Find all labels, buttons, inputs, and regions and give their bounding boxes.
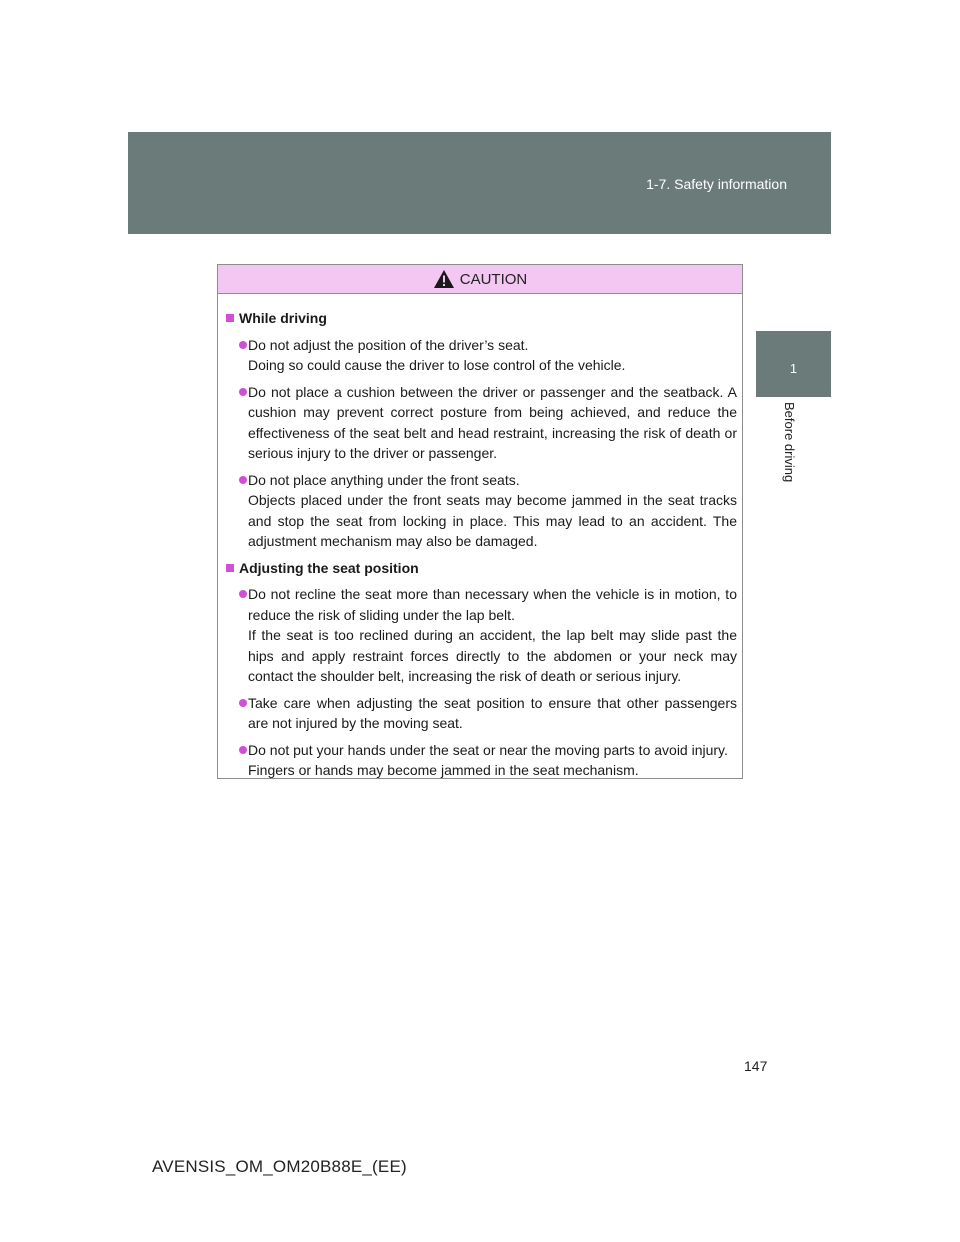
round-bullet-icon bbox=[239, 746, 247, 754]
square-bullet-icon bbox=[226, 564, 234, 572]
header-band bbox=[128, 132, 831, 234]
caution-item bbox=[226, 740, 737, 781]
caution-item-text: Do not adjust the position of the driver’s seat. bbox=[248, 336, 529, 353]
round-bullet-icon bbox=[239, 476, 247, 484]
caution-item-text: Do not place anything under the front seats. bbox=[248, 471, 520, 488]
page-number: 147 bbox=[744, 1058, 768, 1074]
caution-item bbox=[226, 693, 737, 734]
caution-item-text: Doing so could cause the driver to lose control of the vehicle. bbox=[248, 357, 626, 373]
caution-item bbox=[226, 584, 737, 687]
section-heading-text: Adjusting the seat position bbox=[239, 559, 419, 576]
round-bullet-icon bbox=[239, 341, 247, 349]
round-bullet-icon bbox=[239, 699, 247, 707]
section-heading bbox=[226, 308, 737, 329]
round-bullet-icon bbox=[239, 388, 247, 396]
caution-item-text: Fingers or hands may become jammed in the seat mechanism. bbox=[248, 762, 639, 778]
caution-item bbox=[226, 335, 737, 376]
caution-item-text: Do not recline the seat more than necessary when the vehicle is in motion, to reduce the risk of sliding under the lap belt. bbox=[248, 586, 737, 623]
caution-item bbox=[226, 382, 737, 464]
chapter-label: Before driving bbox=[782, 402, 797, 483]
section-heading bbox=[226, 558, 737, 579]
square-bullet-icon bbox=[226, 314, 234, 322]
caution-item bbox=[226, 470, 737, 552]
caution-section bbox=[226, 308, 737, 552]
chapter-number: 1 bbox=[789, 361, 798, 376]
section-heading-text: While driving bbox=[239, 310, 327, 326]
chapter-tab bbox=[756, 331, 831, 397]
round-bullet-icon bbox=[239, 590, 247, 598]
caution-section bbox=[226, 558, 737, 781]
warning-triangle-icon bbox=[433, 269, 455, 289]
caution-item-text: Do not put your hands under the seat or near the moving parts to avoid injury. bbox=[248, 741, 728, 758]
caution-header bbox=[218, 265, 742, 294]
caution-item-text: Do not place a cushion between the driver or passenger and the seatback. A cushion may prevent correct posture from being achieved, and reduce the effectiveness of the seat belt and head restraint, increasing the risk of death or serious injury to the driver or passenger. bbox=[248, 383, 737, 461]
section-title: 1-7. Safety information bbox=[646, 176, 787, 192]
caution-heading: CAUTION bbox=[459, 270, 528, 288]
document-code: AVENSIS_OM_OM20B88E_(EE) bbox=[152, 1157, 407, 1176]
caution-item-text: Take care when adjusting the seat position to ensure that other passengers are not injured by the moving seat. bbox=[248, 694, 737, 731]
caution-item-text: Objects placed under the front seats may become jammed in the seat tracks and stop the seat from locking in place. This may lead to an accident. The adjustment mechanism may also be damaged. bbox=[248, 492, 737, 549]
caution-box bbox=[217, 264, 743, 779]
caution-body bbox=[218, 294, 742, 781]
caution-item-text: If the seat is too reclined during an accident, the lap belt may slide past the hips and apply restraint forces directly to the abdomen or your neck may contact the shoulder belt, increasing the risk of death or serious injury. bbox=[248, 627, 737, 684]
